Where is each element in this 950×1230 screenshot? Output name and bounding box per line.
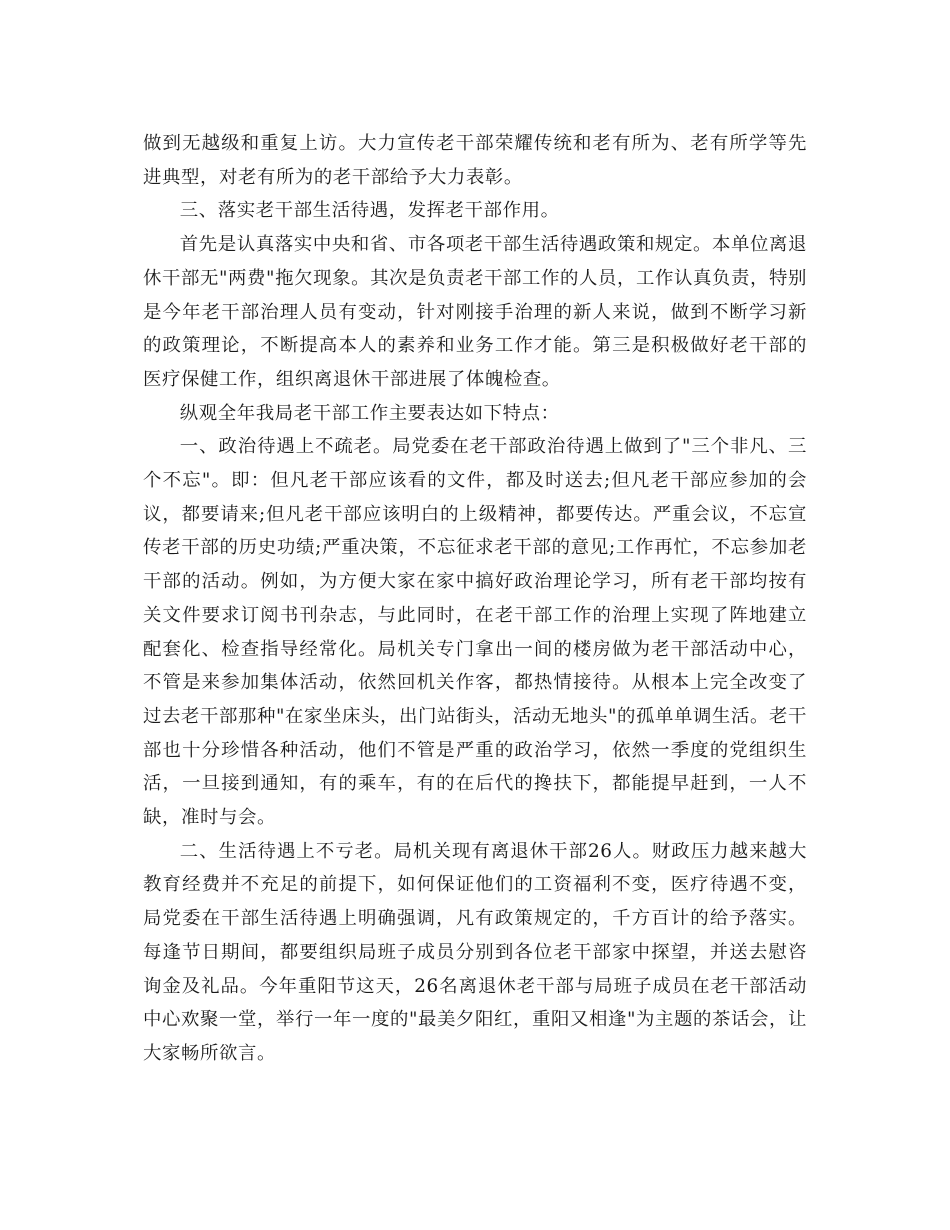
document-body — [143, 127, 807, 1071]
paragraph-continuation: 做到无越级和重复上访。大力宣传老干部荣耀传统和老有所为、老有所学等先进典型，对老有所为的老干部给予大力表彰。 — [143, 133, 807, 188]
paragraph-living-policy: 首先是认真落实中央和省、市各项老干部生活待遇政策和规定。本单位离退休干部无"两费"拖欠现象。其次是负责老干部工作的人员，工作认真负责，特别是今年老干部治理人员有变动，针对刚接手治理的新人来说，做到不断学习新的政策理论，不断提高本人的素养和业务工作才能。第三是积极做好老干部的医疗保健工作，组织离退休干部进展了体魄检查。 — [143, 234, 807, 390]
paragraph-political-treatment: 一、政治待遇上不疏老。局党委在老干部政治待遇上做到了"三个非凡、三个不忘"。即：但凡老干部应该看的文件，都及时送去;但凡老干部应参加的会议，都要请来;但凡老干部应该明白的上级精神，都要传达。严重会议，不忘宣传老干部的历史功绩;严重决策，不忘征求老干部的意见;工作再忙，不忘参加老干部的活动。例如，为方便大家在家中搞好政治理论学习，所有老干部均按有关文件要求订阅书刊杂志，与此同时，在老干部工作的治理上实现了阵地建立配套化、检查指导经常化。局机关专门拿出一间的楼房做为老干部活动中心，不管是来参加集体活动，依然回机关作客，都热情接待。从根本上完全改变了过去老干部那种"在家坐床头，出门站街头，活动无地头"的孤单单调生活。老干部也十分珍惜各种活动，他们不管是严重的政治学习，依然一季度的党组织生活，一旦接到通知，有的乘车，有的在后代的搀扶下，都能提早赶到，一人不缺，准时与会。 — [143, 436, 807, 829]
section-heading-three: 三、落实老干部生活待遇，发挥老干部作用。 — [179, 200, 560, 222]
paragraph-summary-intro: 纵观全年我局老干部工作主要表达如下特点： — [179, 402, 560, 424]
paragraph-living-treatment: 二、生活待遇上不亏老。局机关现有离退休干部26人。财政压力越来越大教育经费并不充足的前提下，如何保证他们的工资福利不变，医疗待遇不变，局党委在干部生活待遇上明确强调，凡有政策规定的，千方百计的给予落实。每逢节日期间，都要组织局班子成员分别到各位老干部家中探望，并送去慰咨询金及礼品。今年重阳节这天，26名离退休老干部与局班子成员在老干部活动中心欢聚一堂，举行一年一度的"最美夕阳红，重阳又相逢"为主题的茶话会，让大家畅所欲言。 — [143, 840, 807, 1064]
